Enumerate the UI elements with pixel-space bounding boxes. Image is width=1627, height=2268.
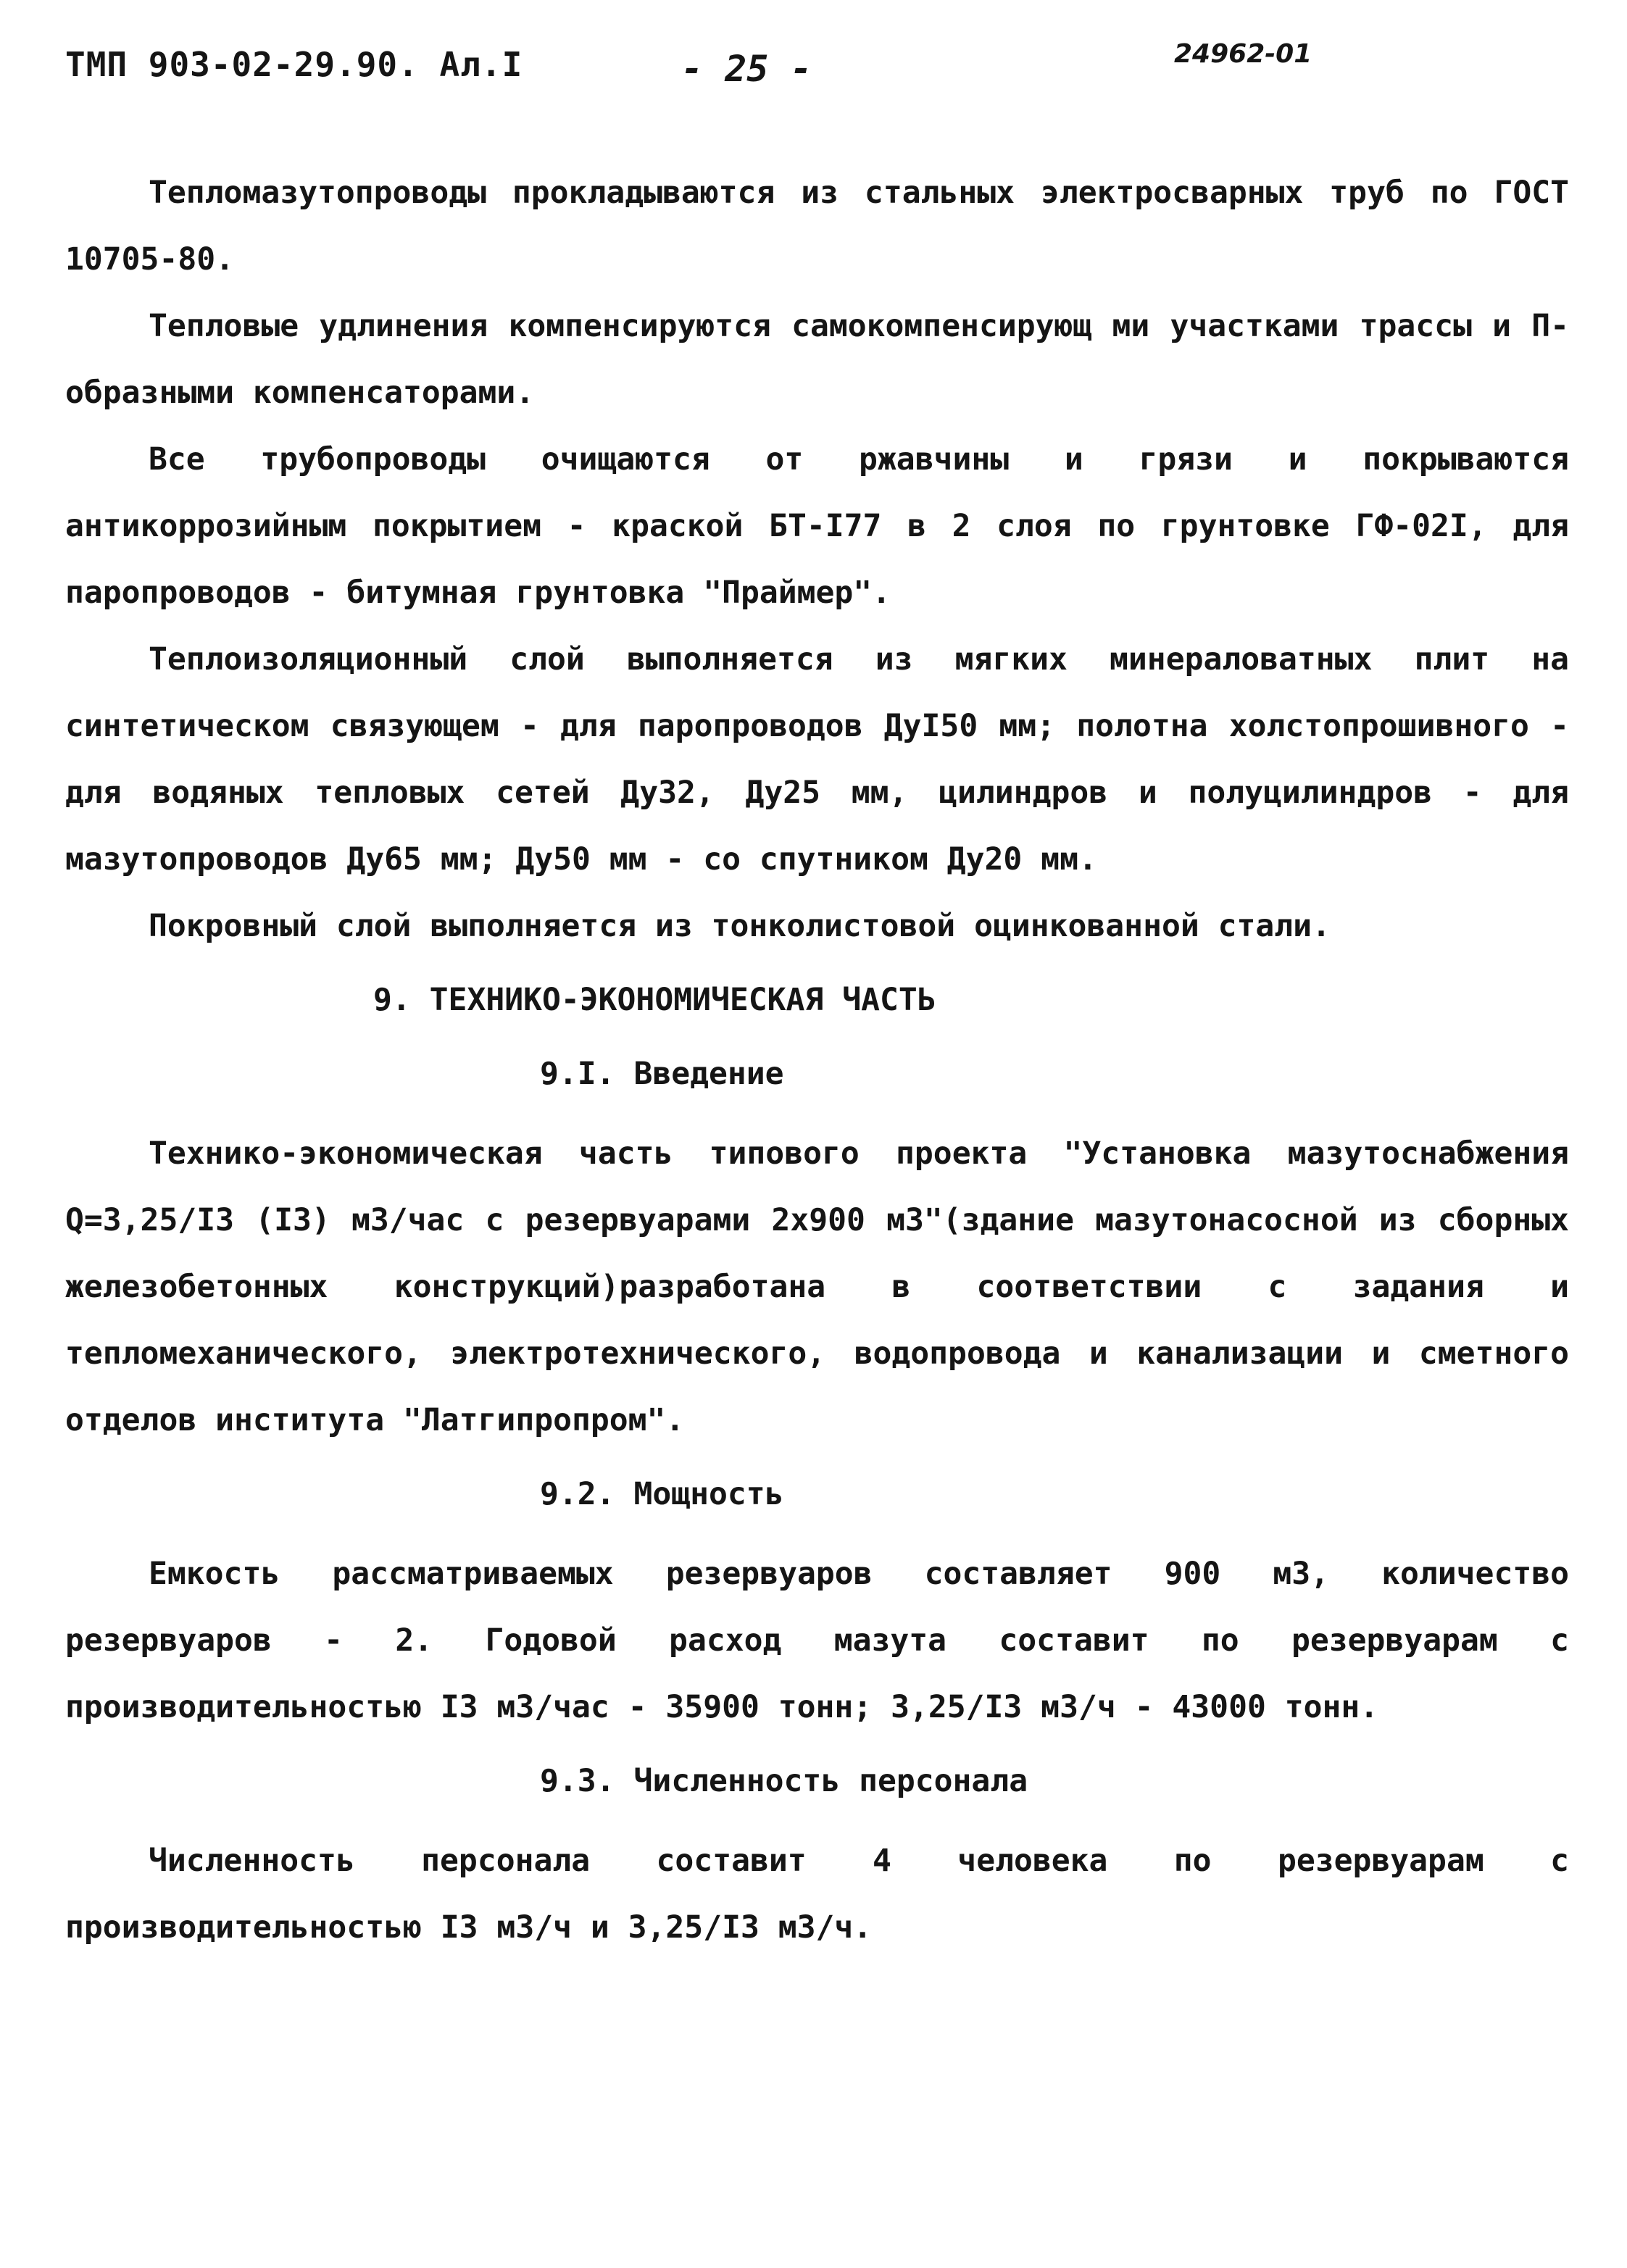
subsection-heading-introduction: 9.I. Введение	[540, 1056, 784, 1092]
subsection-heading-capacity: 9.2. Мощность	[540, 1476, 784, 1512]
document-code: ТМП 903-02-29.90. Ал.I	[65, 45, 523, 84]
page-header	[65, 39, 1565, 103]
paragraph-pipelines: Тепломазутопроводы прокладываются из стальных электросварных труб по ГОСТ 10705-80.	[65, 175, 1569, 278]
paragraph-corrosion-coating: Все трубопроводы очищаются от ржавчины и грязи и покрываются антикоррозийным покрытием - краской БТ-I77 в 2 слоя по грунтовке ГФ-02I, для паропроводов - битумная грунтовка "Праймер".	[65, 441, 1569, 611]
paragraph-staff: Численность персонала составит 4 человека по резервуарам с производительностью I3 м3/ч и 3,25/I3 м3/ч.	[65, 1843, 1569, 1946]
paragraph-capacity: Емкость рассматриваемых резервуаров составляет 900 м3, количество резервуаров - 2. Годовой расход мазута составит по резервуарам с производительностью I3 м3/час - 35900 тонн; 3,25/I3 м3/ч - 43000 тонн.	[65, 1556, 1569, 1725]
paragraph-insulation-layer: Теплоизоляционный слой выполняется из мягких минераловатных плит на синтетическом связующем - для паропроводов ДуI50 мм; полотна холстопрошивного - для водяных тепловых сетей Ду32, Ду25 мм, цилиндров и полуцилиндров - для мазутопроводов Ду65 мм; Ду50 мм - со спутником Ду20 мм.	[65, 641, 1569, 877]
paragraph-introduction: Технико-экономическая часть типового проекта "Установка мазутоснабжения Q=3,25/I3 (I3) м3/час с резервуарами 2x900 м3"(здание мазутонасосной из сборных железобетонных конструкций)разработана в соответствии с задания и тепломеханического, электротехнического, водопровода и канализации и сметного отделов института "Латгипропром".	[65, 1135, 1569, 1438]
paragraph-thermal-expansion: Тепловые удлинения компенсируются самокомпенсирующ ми участками трассы и П-образными компенсаторами.	[65, 308, 1569, 411]
subsection-heading-staff: 9.3. Численность персонала	[540, 1763, 1028, 1799]
document-body	[65, 159, 1569, 1961]
section-heading-technical-economic: 9. ТЕХНИКО-ЭКОНОМИЧЕСКАЯ ЧАСТЬ	[373, 982, 936, 1018]
paragraph-cover-layer: Покровный слой выполняется из тонколистовой оцинкованной стали.	[149, 908, 1331, 944]
page-number: - 25 -	[681, 48, 812, 90]
stamp-number: 24962-01	[1174, 39, 1312, 69]
